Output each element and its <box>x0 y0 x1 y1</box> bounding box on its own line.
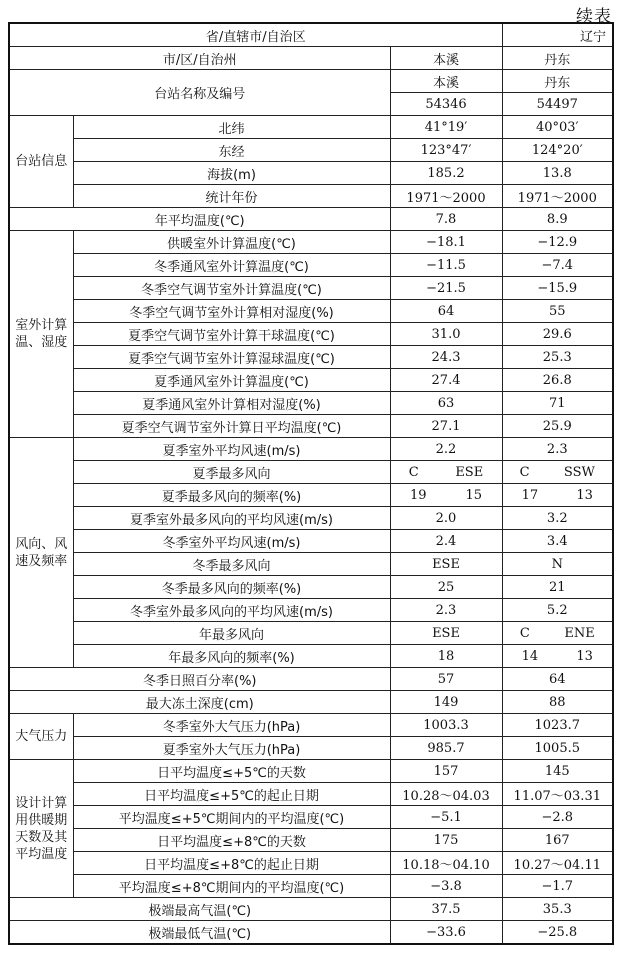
table-row <box>9 369 613 392</box>
table-row <box>9 23 613 47</box>
row-label: 冬季日照百分率(%) <box>9 668 390 691</box>
cell-value: 40°03′ <box>502 116 613 139</box>
cell-value: 31.0 <box>390 323 502 346</box>
cell-value: 10.18～04.10 <box>390 852 502 875</box>
cell-value: 55 <box>502 300 613 323</box>
row-label: 平均温度≤+8℃期间内的平均温度(℃) <box>73 875 390 898</box>
row-label: 夏季室外大气压力(hPa) <box>73 737 390 760</box>
cell-value: 41°19′ <box>390 116 502 139</box>
cell-value: 2.3 <box>502 438 613 461</box>
cell-value: 1971～2000 <box>390 185 502 208</box>
table-row <box>9 162 613 185</box>
cell-value <box>502 645 613 668</box>
cell-value: −18.1 <box>390 231 502 254</box>
cell-value: 2.2 <box>390 438 502 461</box>
cell-value: 175 <box>390 829 502 852</box>
city-value: 丹东 <box>502 47 613 70</box>
table-row <box>9 898 613 921</box>
province-value: 辽宁 <box>502 23 613 47</box>
cell-value: 25.3 <box>502 346 613 369</box>
row-label: 夏季空气调节室外计算湿球温度(℃) <box>73 346 390 369</box>
cell-value: 149 <box>390 691 502 714</box>
table-row <box>9 300 613 323</box>
table-row <box>9 760 613 783</box>
group-pressure: 大气压力 <box>9 714 73 760</box>
row-label: 夏季通风室外计算相对湿度(%) <box>73 392 390 415</box>
table-row <box>9 806 613 829</box>
cell-value: 10.28～04.03 <box>390 783 502 806</box>
station-name: 丹东 <box>502 70 613 93</box>
cell-value: 27.1 <box>390 415 502 438</box>
row-label: 夏季空气调节室外计算干球温度(℃) <box>73 323 390 346</box>
table-row <box>9 461 613 484</box>
cell-value <box>502 461 613 484</box>
row-label: 平均温度≤+5℃期间内的平均温度(℃) <box>73 806 390 829</box>
cell-value: −2.8 <box>502 806 613 829</box>
cell-value: N <box>502 553 613 576</box>
cell-value: 24.3 <box>390 346 502 369</box>
table-row <box>9 254 613 277</box>
row-label: 日平均温度≤+8℃的天数 <box>73 829 390 852</box>
cell-part: 13 <box>576 487 593 503</box>
row-label: 日平均温度≤+5℃的天数 <box>73 760 390 783</box>
row-label: 东经 <box>73 139 390 162</box>
station-name: 本溪 <box>390 70 502 93</box>
cell-value: 13.8 <box>502 162 613 185</box>
cell-value: 25 <box>390 576 502 599</box>
province-label: 省/直辖市/自治区 <box>9 23 502 47</box>
row-label: 年平均温度(℃) <box>9 208 390 231</box>
table-row <box>9 553 613 576</box>
cell-value: −25.8 <box>502 921 613 945</box>
cell-value: 145 <box>502 760 613 783</box>
cell-part: 13 <box>576 648 593 664</box>
continued-label: 续表 <box>576 7 612 27</box>
group-wind: 风向、风速及频率 <box>9 438 73 668</box>
table-row <box>9 737 613 760</box>
cell-value: 3.2 <box>502 507 613 530</box>
cell-value: 37.5 <box>390 898 502 921</box>
row-label: 供暖室外计算温度(℃) <box>73 231 390 254</box>
cell-value: 8.9 <box>502 208 613 231</box>
cell-value: 10.27～04.11 <box>502 852 613 875</box>
table-row <box>9 829 613 852</box>
row-label: 冬季空气调节室外计算相对湿度(%) <box>73 300 390 323</box>
cell-part: 14 <box>521 648 539 664</box>
table-row <box>9 346 613 369</box>
cell-value: 185.2 <box>390 162 502 185</box>
cell-value: 123°47′ <box>390 139 502 162</box>
cell-value <box>390 461 502 484</box>
cell-value: 157 <box>390 760 502 783</box>
row-label: 统计年份 <box>73 185 390 208</box>
table-row <box>9 530 613 553</box>
city-value: 本溪 <box>390 47 502 70</box>
cell-value <box>502 622 613 645</box>
cell-part: 15 <box>465 487 483 503</box>
group-temp-humidity: 室外计算温、湿度 <box>9 231 73 438</box>
station-id: 54497 <box>502 93 613 116</box>
cell-value: 29.6 <box>502 323 613 346</box>
table-row <box>9 231 613 254</box>
row-label: 冬季室外平均风速(m/s) <box>73 530 390 553</box>
cell-value: 21 <box>502 576 613 599</box>
cell-value: 71 <box>502 392 613 415</box>
cell-part: ENE <box>564 625 595 641</box>
cell-value: 1023.7 <box>502 714 613 737</box>
cell-value: −33.6 <box>390 921 502 945</box>
table-row <box>9 208 613 231</box>
cell-value: 27.4 <box>390 369 502 392</box>
cell-value: 985.7 <box>390 737 502 760</box>
row-label: 冬季室外最多风向的平均风速(m/s) <box>73 599 390 622</box>
row-label: 夏季最多风向的频率(%) <box>73 484 390 507</box>
table-row <box>9 875 613 898</box>
table-row <box>9 507 613 530</box>
cell-value: −1.7 <box>502 875 613 898</box>
row-label: 夏季室外最多风向的平均风速(m/s) <box>73 507 390 530</box>
cell-part: C <box>408 464 419 480</box>
table-row <box>9 438 613 461</box>
table-row <box>9 668 613 691</box>
row-label: 冬季最多风向的频率(%) <box>73 576 390 599</box>
cell-value: 63 <box>390 392 502 415</box>
climate-table <box>8 22 614 945</box>
station-label: 台站名称及编号 <box>9 70 390 116</box>
table-row <box>9 139 613 162</box>
table-row <box>9 484 613 507</box>
cell-part: C <box>519 464 530 480</box>
table-row <box>9 392 613 415</box>
row-label: 极端最高气温(℃) <box>9 898 390 921</box>
row-label: 冬季通风室外计算温度(℃) <box>73 254 390 277</box>
cell-value: 7.8 <box>390 208 502 231</box>
row-label: 日平均温度≤+5℃的起止日期 <box>73 783 390 806</box>
cell-value: 11.07～03.31 <box>502 783 613 806</box>
cell-value <box>390 484 502 507</box>
cell-part: 17 <box>521 487 539 503</box>
cell-value: 5.2 <box>502 599 613 622</box>
cell-value: 88 <box>502 691 613 714</box>
table-row <box>9 70 613 93</box>
table-row <box>9 921 613 945</box>
cell-value: 35.3 <box>502 898 613 921</box>
group-station-info: 台站信息 <box>9 116 73 208</box>
cell-value <box>502 484 613 507</box>
cell-value: ESE <box>390 553 502 576</box>
row-label: 极端最低气温(℃) <box>9 921 390 945</box>
table-row <box>9 116 613 139</box>
row-label: 冬季室外大气压力(hPa) <box>73 714 390 737</box>
row-label: 年最多风向的频率(%) <box>73 645 390 668</box>
cell-value: ESE <box>390 622 502 645</box>
table-row <box>9 783 613 806</box>
row-label: 夏季最多风向 <box>73 461 390 484</box>
table-row <box>9 415 613 438</box>
row-label: 冬季空气调节室外计算温度(℃) <box>73 277 390 300</box>
row-label: 日平均温度≤+8℃的起止日期 <box>73 852 390 875</box>
city-label: 市/区/自治州 <box>9 47 390 70</box>
table-row <box>9 47 613 70</box>
cell-value: −15.9 <box>502 277 613 300</box>
table-row <box>9 622 613 645</box>
row-label: 冬季最多风向 <box>73 553 390 576</box>
row-label: 北纬 <box>73 116 390 139</box>
table-row <box>9 599 613 622</box>
cell-value: −7.4 <box>502 254 613 277</box>
cell-value: 1971～2000 <box>502 185 613 208</box>
cell-value: 2.3 <box>390 599 502 622</box>
cell-value: −12.9 <box>502 231 613 254</box>
group-heating: 设计计算用供暖期天数及其平均温度 <box>9 760 73 898</box>
cell-value: 1003.3 <box>390 714 502 737</box>
cell-value: 64 <box>390 300 502 323</box>
cell-part: SSW <box>563 464 595 480</box>
cell-value: 18 <box>390 645 502 668</box>
row-label: 夏季通风室外计算温度(℃) <box>73 369 390 392</box>
cell-value: 2.0 <box>390 507 502 530</box>
table-row <box>9 323 613 346</box>
row-label: 夏季空气调节室外计算日平均温度(℃) <box>73 415 390 438</box>
table-row <box>9 185 613 208</box>
station-id: 54346 <box>390 93 502 116</box>
row-label: 最大冻土深度(cm) <box>9 691 390 714</box>
cell-value: −3.8 <box>390 875 502 898</box>
cell-value: 2.4 <box>390 530 502 553</box>
cell-value: 57 <box>390 668 502 691</box>
cell-value: −21.5 <box>390 277 502 300</box>
cell-value: −5.1 <box>390 806 502 829</box>
cell-value: 25.9 <box>502 415 613 438</box>
cell-value: −11.5 <box>390 254 502 277</box>
cell-part: 19 <box>409 487 427 503</box>
row-label: 海拔(m) <box>73 162 390 185</box>
cell-value: 26.8 <box>502 369 613 392</box>
table-row <box>9 714 613 737</box>
row-label: 年最多风向 <box>73 622 390 645</box>
cell-part: C <box>519 625 530 641</box>
cell-value: 64 <box>502 668 613 691</box>
row-label: 夏季室外平均风速(m/s) <box>73 438 390 461</box>
cell-value: 1005.5 <box>502 737 613 760</box>
cell-value: 167 <box>502 829 613 852</box>
table-row <box>9 852 613 875</box>
table-row <box>9 277 613 300</box>
cell-part: ESE <box>455 464 484 480</box>
table-row <box>9 645 613 668</box>
table-row <box>9 691 613 714</box>
cell-value: 124°20′ <box>502 139 613 162</box>
table-row <box>9 576 613 599</box>
cell-value: 3.4 <box>502 530 613 553</box>
